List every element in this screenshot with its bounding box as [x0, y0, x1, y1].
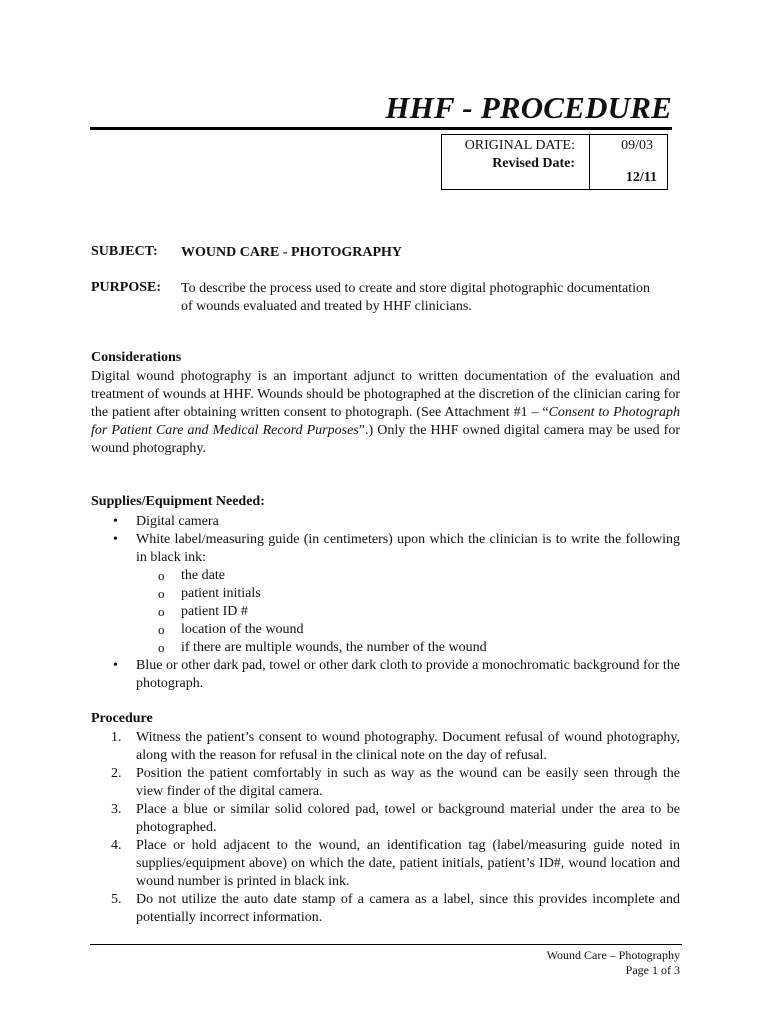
supplies-item-label-guide-text: White label/measuring guide (in centimeters) upon which the clinician is to write the following in black ink: [136, 532, 680, 565]
considerations-text-2: ”.) Only the HHF owned digital camera may be used for wound photography. [91, 423, 681, 456]
step-number: 4. [111, 838, 122, 853]
procedure-step [91, 765, 680, 801]
step-text: Place a blue or similar solid colored pad, towel or background material under the area to be photographed. [136, 802, 680, 835]
step-number: 2. [111, 766, 122, 781]
list-item: o the date [91, 567, 680, 585]
revised-date-value: 12/11 [625, 170, 657, 185]
considerations-heading: Considerations [91, 350, 182, 365]
supplies-list [91, 513, 680, 693]
procedure-heading: Procedure [91, 711, 153, 726]
purpose-label: PURPOSE: [91, 280, 161, 295]
procedure-steps [91, 729, 680, 927]
supplies-item-background-pad: • Blue or other dark pad, towel or other dark cloth to provide a monochromatic background for the photograph. [91, 657, 680, 693]
supplies-heading: Supplies/Equipment Needed: [91, 494, 265, 509]
document-title: HHF - PROCEDURE [385, 90, 672, 125]
step-text: Position the patient comfortably in such as way as the wound can be easily seen through the view finder of the digital camera. [136, 766, 680, 799]
subject-value: WOUND CARE - PHOTOGRAPHY [181, 245, 403, 260]
date-table [441, 134, 668, 190]
footer-doc-name: Wound Care – Photography [546, 948, 680, 962]
step-number: 1. [111, 730, 122, 745]
procedure-step [91, 729, 680, 765]
procedure-list-container [91, 729, 680, 927]
list-item: o if there are multiple wounds, the number of the wound [91, 639, 680, 657]
step-text: Witness the patient’s consent to wound photography. Document refusal of wound photography, along with the reason for refusal in the clinical note on the day of refusal. [136, 730, 680, 763]
revised-date-label: Revised Date: [492, 156, 575, 171]
subject-label: SUBJECT: [91, 244, 158, 259]
title-underline [90, 127, 672, 130]
supplies-list-container [91, 513, 680, 693]
list-item: o patient ID # [91, 603, 680, 621]
step-text: Do not utilize the auto date stamp of a camera as a label, since this provides incomplete and potentially incorrect information. [136, 892, 680, 925]
consent-form-title: Consent to Photograph for Patient Care and Medical Record Purposes [91, 405, 681, 438]
step-text: Place or hold adjacent to the wound, an identification tag (label/measuring guide noted in supplies/equipment above) on which the date, patient initials, patient’s ID#, wound location and wound number is printed in black ink. [136, 838, 680, 889]
purpose-value: To describe the process used to create and store digital photographic documentation of wounds evaluated and treated by HHF clinicians. [181, 281, 651, 314]
list-item: o location of the wound [91, 621, 680, 639]
step-number: 5. [111, 892, 122, 907]
step-number: 3. [111, 802, 122, 817]
footer-page-number: Page 1 of 3 [625, 963, 680, 977]
procedure-step [91, 801, 680, 837]
label-contents-list [136, 567, 680, 657]
original-date-value: 09/03 [621, 138, 653, 153]
considerations-paragraph [91, 368, 680, 458]
date-value-cell [590, 135, 668, 190]
supplies-item-label-guide [91, 531, 680, 657]
considerations-text-1: Digital wound photography is an important adjunct to written documentation of the evaluation and treatment of wounds at HHF. Wounds should be photographed at the discretion of the clinician caring for the patient after obtaining written consent to photograph. (See Attachment #1 – “ [91, 369, 680, 420]
list-item: o patient initials [91, 585, 680, 603]
procedure-step [91, 891, 680, 927]
procedure-step [91, 837, 680, 891]
supplies-item-camera: • Digital camera [91, 513, 680, 531]
date-label-cell [442, 135, 590, 190]
footer-divider [90, 944, 682, 945]
original-date-label: ORIGINAL DATE: [464, 138, 575, 153]
